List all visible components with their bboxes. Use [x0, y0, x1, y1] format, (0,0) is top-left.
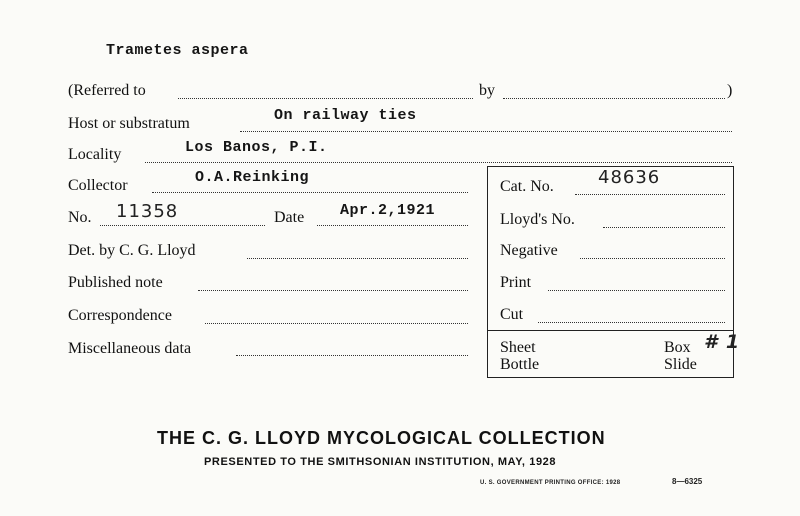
sheet-label: Sheet — [500, 339, 536, 356]
box-divider — [487, 330, 734, 331]
box-label: Box — [664, 339, 691, 356]
printing-office-note: U. S. GOVERNMENT PRINTING OFFICE: 1928 — [480, 480, 621, 486]
collector-value: O.A.Reinking — [195, 169, 310, 186]
print-label: Print — [500, 274, 532, 291]
box-number-value: # 1 — [704, 331, 741, 353]
correspondence-line — [205, 323, 468, 324]
miscellaneous-label: Miscellaneous data — [68, 340, 192, 357]
host-line — [240, 131, 732, 132]
referred-to-label: (Referred to — [68, 82, 146, 99]
date-value: Apr.2,1921 — [340, 202, 436, 219]
slide-label: Slide — [664, 356, 697, 373]
locality-line — [145, 162, 732, 163]
lloyds-no-label: Lloyd's No. — [500, 211, 575, 228]
locality-value: Los Banos, P.I. — [185, 139, 328, 156]
published-note-label: Published note — [68, 274, 163, 291]
referred-to-line — [178, 98, 473, 99]
negative-line — [580, 258, 725, 259]
host-value: On railway ties — [274, 107, 417, 124]
referred-close-paren: ) — [727, 82, 733, 99]
species-name: Trametes aspera — [106, 42, 249, 59]
published-note-line — [198, 290, 468, 291]
box-left-border — [487, 166, 488, 378]
date-line — [317, 225, 468, 226]
miscellaneous-line — [236, 355, 468, 356]
det-by-line — [247, 258, 468, 259]
collector-line — [152, 192, 468, 193]
collection-title: THE C. G. LLOYD MYCOLOGICAL COLLECTION — [157, 428, 606, 448]
lloyds-no-line — [603, 227, 725, 228]
by-line — [503, 98, 725, 99]
host-label: Host or substratum — [68, 115, 190, 132]
correspondence-label: Correspondence — [68, 307, 172, 324]
cut-line — [538, 322, 725, 323]
collection-subtitle: PRESENTED TO THE SMITHSONIAN INSTITUTION, MAY, 1928 — [204, 456, 557, 468]
box-bottom-border — [487, 377, 734, 378]
cat-no-label: Cat. No. — [500, 178, 554, 195]
date-label: Date — [274, 209, 305, 226]
det-by-label: Det. by C. G. Lloyd — [68, 242, 196, 259]
no-line — [100, 225, 265, 226]
negative-label: Negative — [500, 242, 558, 259]
form-number: 8—6325 — [672, 477, 703, 486]
locality-label: Locality — [68, 146, 122, 163]
cut-label: Cut — [500, 306, 524, 323]
print-line — [548, 290, 725, 291]
by-label: by — [479, 82, 495, 99]
bottle-label: Bottle — [500, 356, 540, 373]
cat-no-line — [575, 194, 725, 195]
cat-no-value: 48636 — [598, 167, 661, 188]
no-value: 11358 — [116, 201, 179, 222]
collector-label: Collector — [68, 177, 128, 194]
no-label: No. — [68, 209, 92, 226]
